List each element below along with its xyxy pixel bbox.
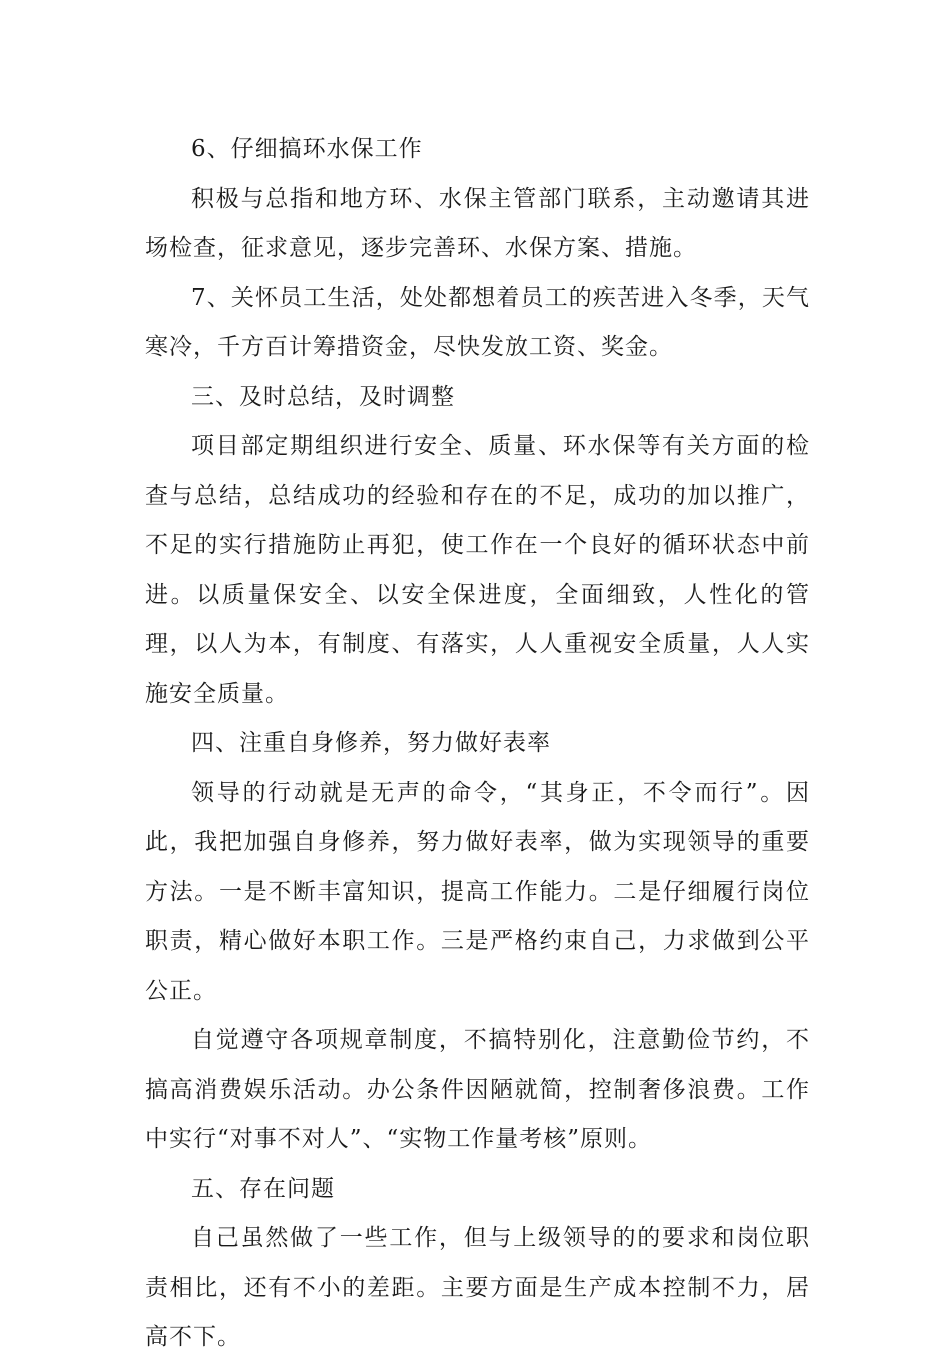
document-body (145, 125, 810, 1363)
section-heading: 四、注重自身修养，努力做好表率 (191, 730, 551, 756)
body-paragraph: 自己虽然做了一些工作，但与上级领导的的要求和岗位职责相比，还有不小的差距。主要方面是生产成本控制不力，居高不下。 (145, 1225, 810, 1350)
section-heading: 三、及时总结，及时调整 (191, 383, 455, 410)
section-heading: 五、存在问题 (191, 1175, 335, 1202)
body-paragraph: 7、关怀员工生活，处处都想着员工的疾苦进入冬季，天气寒冷，千方百计筹措资金，尽快发放工资、奖金。 (145, 284, 810, 360)
subsection-heading: 6、仔细搞环水保工作 (191, 136, 423, 162)
body-paragraph: 领导的行动就是无声的命令，“其身正，不令而行”。因此，我把加强自身修养，努力做好表率，做为实现领导的重要方法。一是不断丰富知识，提高工作能力。二是仔细履行岗位职责，精心做好本职工作。三是严格约束自己，力求做到公平公正。 (145, 779, 810, 1004)
body-paragraph: 项目部定期组织进行安全、质量、环水保等有关方面的检查与总结，总结成功的经验和存在的不足，成功的加以推广，不足的实行措施防止再犯，使工作在一个良好的循环状态中前进。以质量保安全、以安全保进度，全面细致，人性化的管理，以人为本，有制度、有落实，人人重视安全质量，人人实施安全质量。 (145, 433, 810, 707)
body-paragraph: 积极与总指和地方环、水保主管部门联系，主动邀请其进场检查，征求意见，逐步完善环、水保方案、措施。 (145, 185, 810, 261)
body-paragraph: 自觉遵守各项规章制度，不搞特别化，注意勤俭节约，不搞高消费娱乐活动。办公条件因陋就简，控制奢侈浪费。工作中实行“对事不对人”、“实物工作量考核”原则。 (145, 1027, 810, 1152)
